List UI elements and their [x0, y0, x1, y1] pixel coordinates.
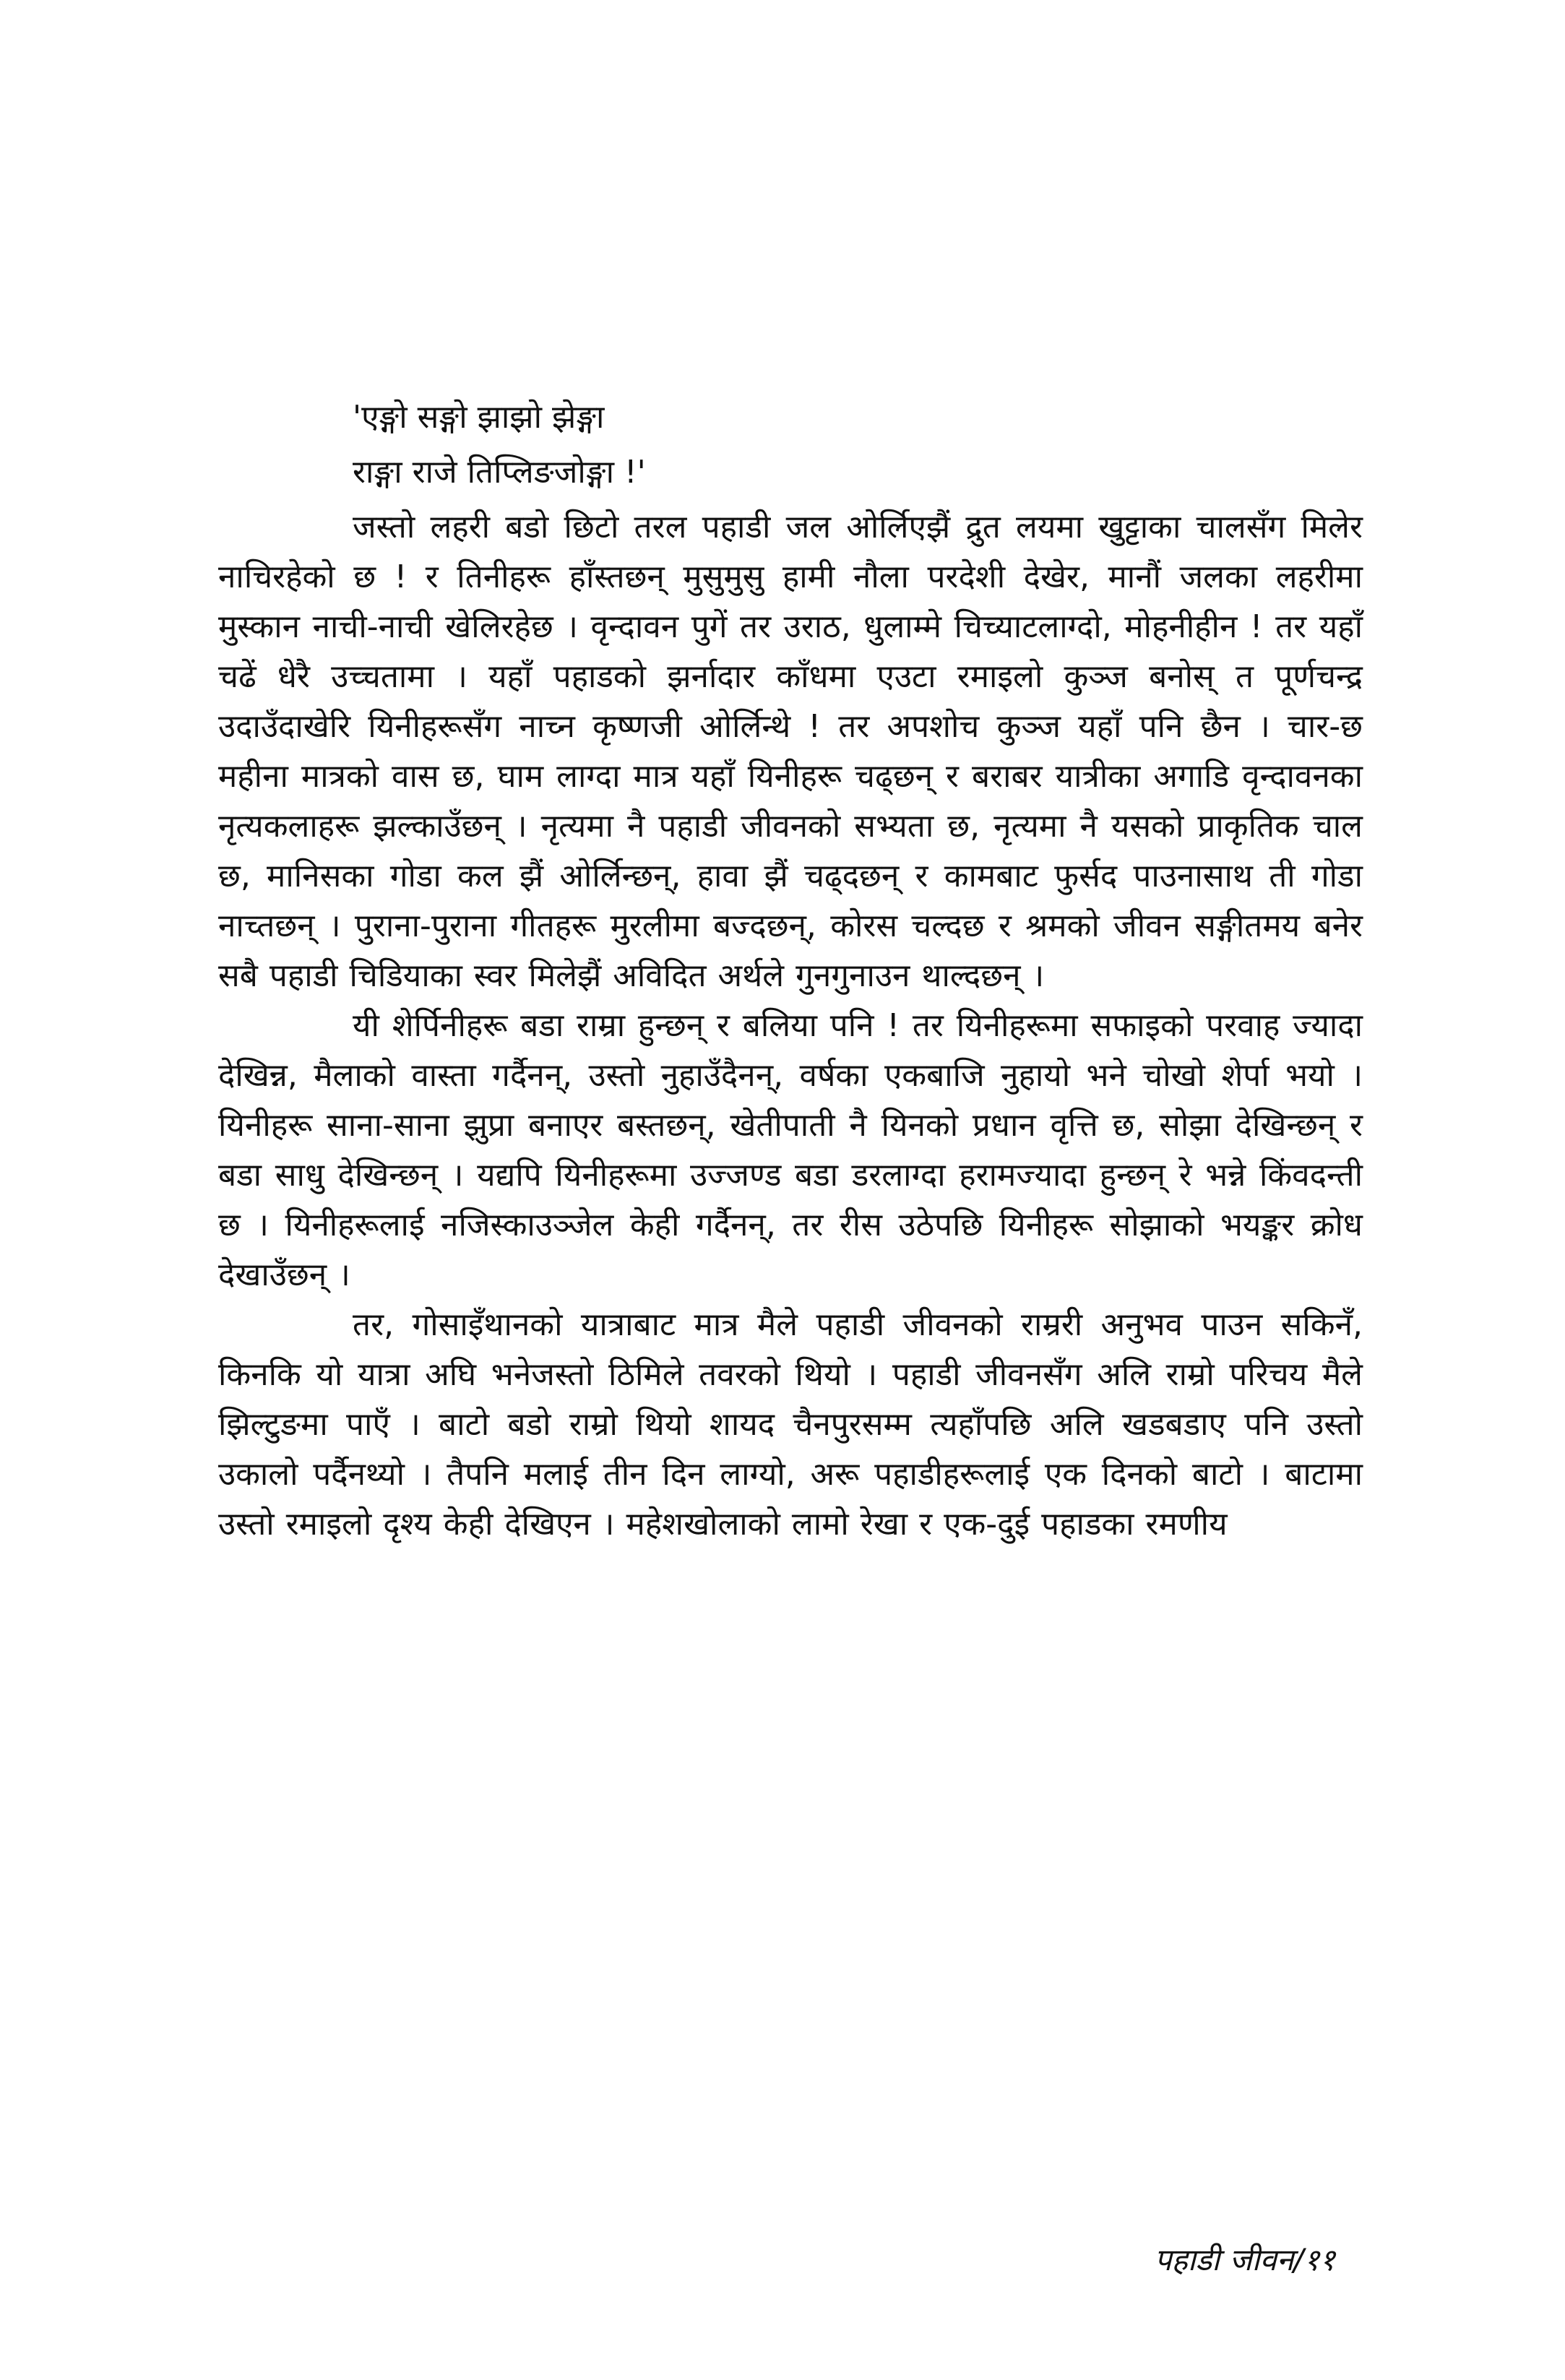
verse-block [353, 390, 1364, 500]
page-footer [1155, 2238, 1335, 2280]
verse-line-1: 'एङ्गो सङ्गो झाझो झेङ्गा [353, 399, 605, 436]
verse-line-2: राङ्गा राजे तिप्लिङजोङ्गा !' [353, 454, 646, 491]
body-text [218, 502, 1363, 1549]
paragraph-3: तर, गोसाइँथानको यात्राबाट मात्र मैले पहाडी जीवनको राम्ररी अनुभव पाउन सकिनँ, किनकि यो यात्रा अघि भनेजस्तो ठिमिले तवरको थियो । पहाडी जीवनसँग अलि राम्रो परिचय मैले झिल्टुङमा पाएँ । बाटो बडो राम्रो थियो शायद चैनपुरसम्म त्यहाँपछि अलि खडबडाए पनि उस्तो उकालो पर्दैनथ्यो । तैपनि मलाई तीन दिन लाग्यो, अरू पहाडीहरूलाई एक दिनको बाटो । बाटामा उस्तो रमाइलो दृश्य केही देखिएन । महेशखोलाको लामो रेखा र एक-दुई पहाडका रमणीय [218, 1306, 1363, 1543]
paragraph-2: यी शेर्पिनीहरू बडा राम्रा हुन्छन् र बलिया पनि ! तर यिनीहरूमा सफाइको परवाह ज्यादा देखिन्न, मैलाको वास्ता गर्दैनन्, उस्तो नुहाउँदैनन्, वर्षका एकबाजि नुहायो भने चोखो शेर्पा भयो । यिनीहरू साना-साना झुप्रा बनाएर बस्तछन्, खेतीपाती नै यिनको प्रधान वृत्ति छ, सोझा देखिन्छन् र बडा साधु देखिन्छन् । यद्यपि यिनीहरूमा उज्जण्ड बडा डरलाग्दा हरामज्यादा हुन्छन् रे भन्ने किंवदन्ती छ । यिनीहरूलाई नजिस्काउञ्जेल केही गर्दैनन्, तर रीस उठेपछि यिनीहरू सोझाको भयङ्कर क्रोध देखाउँछन् । [218, 1007, 1363, 1293]
running-title: पहाडी जीवन [1154, 2242, 1294, 2277]
paragraph-1: जस्तो लहरी बडो छिटो तरल पहाडी जल ओर्लिएझैं द्रुत लयमा खुट्टाका चालसँग मिलेर नाचिरहेको छ ! र तिनीहरू हाँस्तछन् मुसुमुसु हामी नौला परदेशी देखेर, मानौं जलका लहरीमा मुस्कान नाची-नाची खेलिरहेछ । वृन्दावन पुगें तर उराठ, धुलाम्मे चिच्याटलाग्दो, मोहनीहीन ! तर यहाँ चढें धेरै उच्चतामा । यहाँ पहाडको झर्नादार काँधमा एउटा रमाइलो कुञ्ज बनोस् त पूर्णचन्द्र उदाउँदाखेरि यिनीहरूसँग नाच्न कृष्णजी ओर्लिन्थे ! तर अपशोच कुञ्ज यहाँ पनि छैन । चार-छ महीना मात्रको वास छ, घाम लाग्दा मात्र यहाँ यिनीहरू चढ्छन् र बराबर यात्रीका अगाडि वृन्दावनका नृत्यकलाहरू झल्काउँछन् । नृत्यमा नै पहाडी जीवनको सभ्यता छ, नृत्यमा नै यसको प्राकृतिक चाल छ, मानिसका गोडा कल झैं ओर्लिन्छन्, हावा झैं चढ्दछन् र कामबाट फुर्सद पाउनासाथ ती गोडा नाच्तछन् । पुराना-पुराना गीतहरू मुरलीमा बज्दछन्, कोरस चल्दछ र श्रमको जीवन सङ्गीतमय बनेर सबै पहाडी चिडियाका स्वर मिलेझैं अविदित अर्थले गुनगुनाउन थाल्दछन् । [218, 509, 1363, 994]
page-number: ११ [1303, 2242, 1335, 2277]
footer-separator: / [1293, 2242, 1304, 2277]
